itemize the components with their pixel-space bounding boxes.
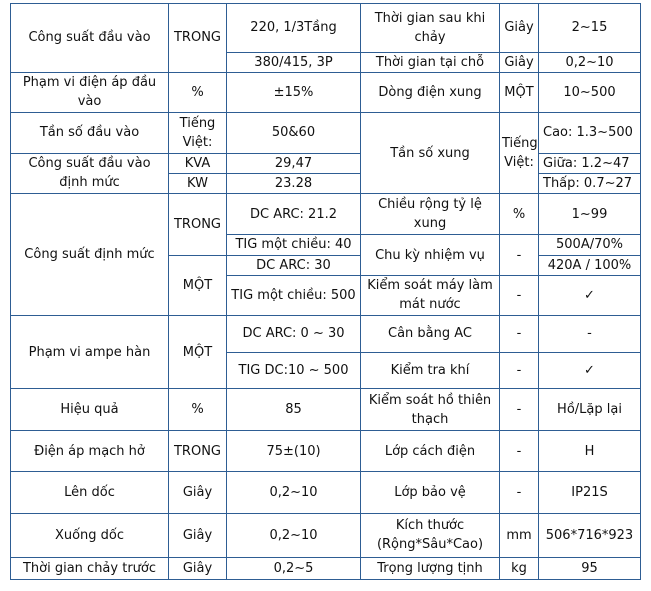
value-cell: - [539,316,641,352]
label-cell: Dòng điện xung [361,72,500,112]
table-row [11,431,641,471]
label-cell: Thời gian chảy trước [11,557,169,579]
unit-cell: % [169,72,227,112]
unit-cell: - [500,471,539,513]
unit-cell: Giây [500,4,539,53]
label-cell: Công suất đầu vào định mức [11,153,169,193]
unit-cell: % [169,388,227,430]
value-cell: 75±(10) [227,431,361,471]
value-cell: DC ARC: 30 [227,255,361,275]
unit-cell: Giây [169,471,227,513]
label-cell: Thời gian tại chỗ [361,52,500,72]
value-cell: 85 [227,388,361,430]
table-row [11,113,641,153]
value-cell: IP21S [539,471,641,513]
value-cell: H [539,431,641,471]
label-cell: Tần số đầu vào [11,113,169,153]
unit-cell: - [500,388,539,430]
value-cell: DC ARC: 21.2 [227,193,361,234]
unit-cell: - [500,352,539,388]
value-cell: Cao: 1.3~500 [539,113,641,153]
check-icon: ✓ [539,352,641,388]
label-cell: Kiểm soát máy làm mát nước [361,275,500,315]
unit-cell: MỘT [500,72,539,112]
value-cell: 0,2~10 [227,514,361,557]
label-cell: Lớp cách điện [361,431,500,471]
label-cell: Cân bằng AC [361,316,500,352]
value-cell: TIG một chiều: 500 [227,275,361,315]
value-cell: DC ARC: 0 ~ 30 [227,316,361,352]
label-cell: Kích thước (Rộng*Sâu*Cao) [361,514,500,557]
label-cell: Thời gian sau khi chảy [361,4,500,53]
table-row [11,471,641,513]
unit-cell: Giây [169,514,227,557]
value-cell: Thấp: 0.7~27 [539,173,641,193]
value-cell: 220, 1/3Tầng [227,4,361,53]
unit-cell: TRONG [169,193,227,255]
table-row [11,388,641,430]
value-cell: 0,2~5 [227,557,361,579]
value-cell: 506*716*923 [539,514,641,557]
label-cell: Hiệu quả [11,388,169,430]
value-cell: 1~99 [539,193,641,234]
table-row [11,316,641,352]
value-cell: 380/415, 3P [227,52,361,72]
unit-cell: MỘT [169,255,227,316]
unit-cell: mm [500,514,539,557]
unit-cell: Giây [169,557,227,579]
label-cell: Lên dốc [11,471,169,513]
value-cell: TIG DC:10 ~ 500 [227,352,361,388]
value-cell: TIG một chiều: 40 [227,235,361,255]
label-cell: Công suất đầu vào [11,4,169,73]
label-cell: Phạm vi ampe hàn [11,316,169,389]
value-cell: 500A/70% [539,235,641,255]
unit-cell: KW [169,173,227,193]
label-cell: Phạm vi điện áp đầu vào [11,72,169,112]
label-cell: Lớp bảo vệ [361,471,500,513]
label-cell: Công suất định mức [11,193,169,315]
unit-cell: - [500,235,539,275]
value-cell: Giữa: 1.2~47 [539,153,641,173]
unit-cell: TRONG [169,4,227,73]
unit-cell: TRONG [169,431,227,471]
label-cell: Chu kỳ nhiệm vụ [361,235,500,275]
value-cell: Hồ/Lặp lại [539,388,641,430]
unit-cell: MỘT [169,316,227,389]
spec-table [10,3,641,580]
unit-cell: Tiếng Việt: [500,113,539,194]
unit-cell: - [500,275,539,315]
label-cell: Kiểm tra khí [361,352,500,388]
table-row [11,4,641,53]
label-cell: Xuống dốc [11,514,169,557]
value-cell: 420A / 100% [539,255,641,275]
table-row [11,153,641,173]
check-icon: ✓ [539,275,641,315]
label-cell: Tần số xung [361,113,500,194]
label-cell: Chiều rộng tỷ lệ xung [361,193,500,234]
value-cell: 0,2~10 [539,52,641,72]
value-cell: 50&60 [227,113,361,153]
value-cell: 10~500 [539,72,641,112]
unit-cell: KVA [169,153,227,173]
value-cell: 23.28 [227,173,361,193]
label-cell: Điện áp mạch hở [11,431,169,471]
table-row [11,557,641,579]
value-cell: 95 [539,557,641,579]
unit-cell: - [500,316,539,352]
label-cell: Kiểm soát hồ thiên thạch [361,388,500,430]
table-row [11,514,641,557]
unit-cell: % [500,193,539,234]
unit-cell: - [500,431,539,471]
value-cell: 0,2~10 [227,471,361,513]
value-cell: ±15% [227,72,361,112]
table-row [11,72,641,112]
unit-cell: Giây [500,52,539,72]
value-cell: 2~15 [539,4,641,53]
label-cell: Trọng lượng tịnh [361,557,500,579]
unit-cell: kg [500,557,539,579]
value-cell: 29,47 [227,153,361,173]
table-row [11,193,641,234]
unit-cell: Tiếng Việt: [169,113,227,153]
